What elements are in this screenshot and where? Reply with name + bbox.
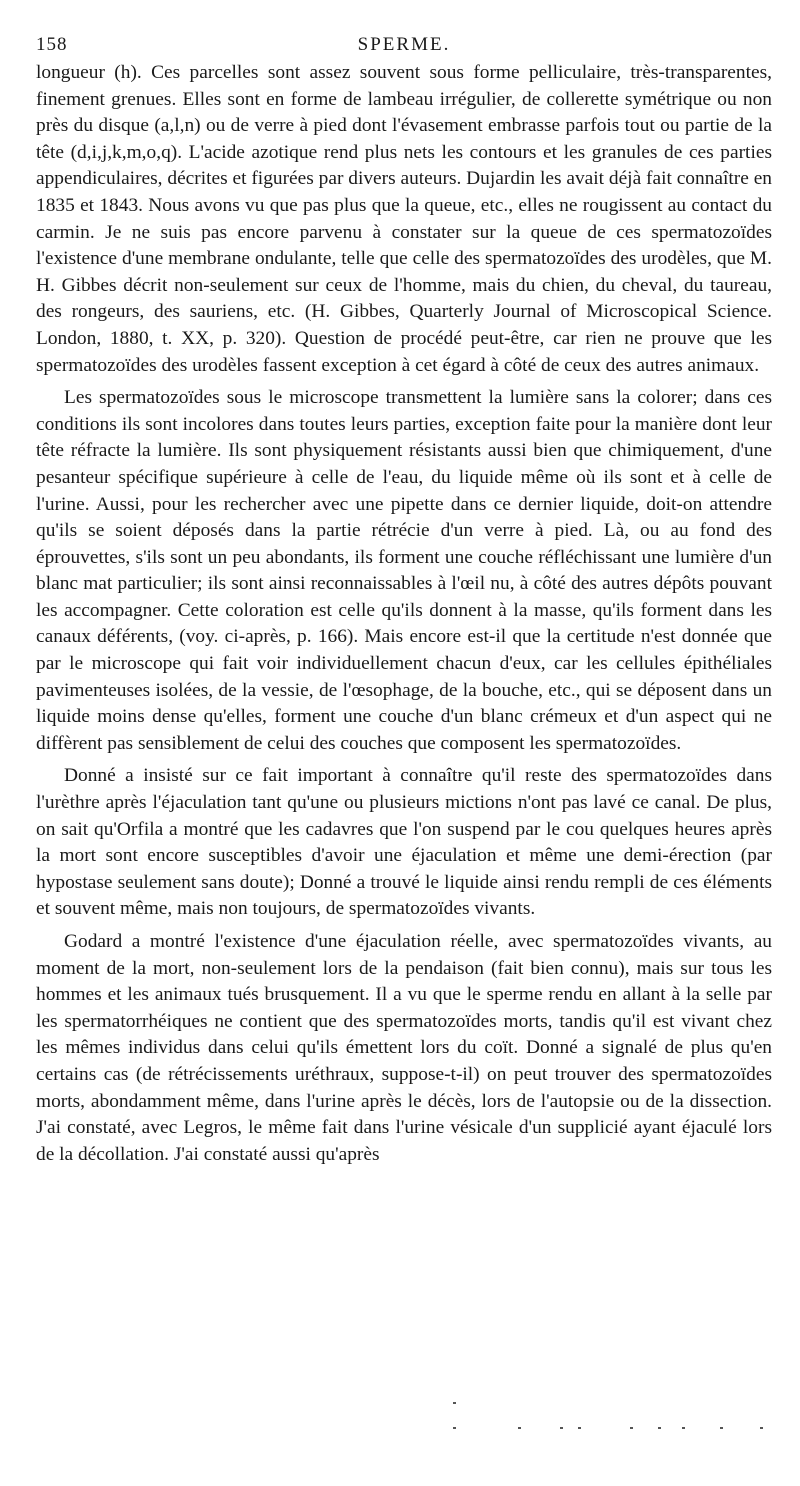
body-text (36, 60, 772, 1168)
page-number: 158 (36, 34, 68, 55)
running-title: SPERME. (357, 34, 451, 55)
running-head (36, 20, 772, 60)
scan-specks (420, 1400, 780, 1440)
paragraph: Donné a insisté sur ce fait important à connaître qu'il reste des spermatozoïdes dans l'urèthre après l'éjaculation tant qu'une ou plusieurs mictions n'ont pas lavé ce canal. De plus, on sait qu'Orfila a montré que les cadavres que l'on suspend par le cou quelques heures après la mort sont encore susceptibles d'avoir une éjaculation et même une demi-érection (par hypostase seulement sans doute); Donné a trouvé le liquide ainsi rendu rempli de ces éléments et souvent même, mais non toujours, de spermatozoïdes vivants. (36, 765, 772, 920)
paragraph-continuation: longueur (h). Ces parcelles sont assez souvent sous forme pelliculaire, très-transparentes, finement grenues. Elles sont en forme de lambeau irrégulier, de collerette symétrique ou non près du disque (a,l,n) ou de verre à pied dont l'évasement embrasse parfois tout ou partie de la tête (d,i,j,k,m,o,q). L'acide azotique rend plus nets les contours et les granules de ces parties appendiculaires, décrites et figurées par divers auteurs. Dujardin les avait déjà fait connaître en 1835 et 1843. Nous avons vu que pas plus que la queue, etc., elles ne rougissent au contact du carmin. Je ne suis pas encore parvenu à constater sur la queue de ces spermatozoïdes l'existence d'une membrane ondulante, telle que celle des spermatozoïdes des urodèles, que M. H. Gibbes décrit non-seulement sur ceux de l'homme, mais du chien, du cheval, du taureau, des rongeurs, des sauriens, etc. (H. Gibbes, Quarterly Journal of Microscopical Science. London, 1880, t. XX, p. 320). Question de procédé peut-être, car rien ne prouve que les spermatozoïdes des urodèles fassent exception à cet égard à côté de ceux des autres animaux. (36, 62, 772, 376)
paragraph: Godard a montré l'existence d'une éjaculation réelle, avec spermatozoïdes vivants, au moment de la mort, non-seulement lors de la pendaison (fait bien connu), mais sur tous les hommes et les animaux tués brusquement. Il a vu que le sperme rendu en allant à la selle par les spermatorrhéiques ne contient que des spermatozoïdes morts, tandis qu'il est vivant chez les mêmes individus dans celui qu'ils émettent lors du coït. Donné a signalé de plus qu'en certains cas (de rétrécissements uréthraux, suppose-t-il) on peut trouver des spermatozoïdes morts, abondamment même, dans l'urine après le décès, lors de l'autopsie ou de la dissection. J'ai constaté, avec Legros, le même fait dans l'urine vésicale d'un supplicié ayant éjaculé lors de la décollation. J'ai constaté aussi qu'après (36, 931, 772, 1165)
book-page (36, 20, 772, 1168)
paragraph: Les spermatozoïdes sous le microscope transmettent la lumière sans la colorer; dans ces conditions ils sont incolores dans toutes leurs parties, exception faite pour la manière dont leur tête réfracte la lumière. Ils sont physiquement résistants aussi bien que chimiquement, d'une pesanteur spécifique supérieure à celle de l'eau, du liquide même où ils sont et à celle de l'urine. Aussi, pour les rechercher avec une pipette dans ce dernier liquide, doit-on attendre qu'ils se soient déposés dans la partie rétrécie d'un verre à pied. Là, ou au fond des éprouvettes, s'ils sont un peu abondants, ils forment une couche réfléchissant une lumière d'un blanc mat particulier; ils sont ainsi reconnaissables à l'œil nu, à côté des autres dépôts pouvant les accompagner. Cette coloration est celle qu'ils donnent à la masse, qu'ils forment dans les canaux déférents, (voy. ci-après, p. 166). Mais encore est-il que la certitude n'est donnée que par le microscope qui fait voir individuellement chacun d'eux, car les cellules épithéliales pavimenteuses isolées, de la vessie, de l'œsophage, de la bouche, etc., qui se déposent dans un liquide moins dense qu'elles, forment une couche d'un blanc crémeux et d'un aspect qui ne diffèrent pas sensiblement de celui des couches que composent les spermatozoïdes. (36, 387, 772, 754)
